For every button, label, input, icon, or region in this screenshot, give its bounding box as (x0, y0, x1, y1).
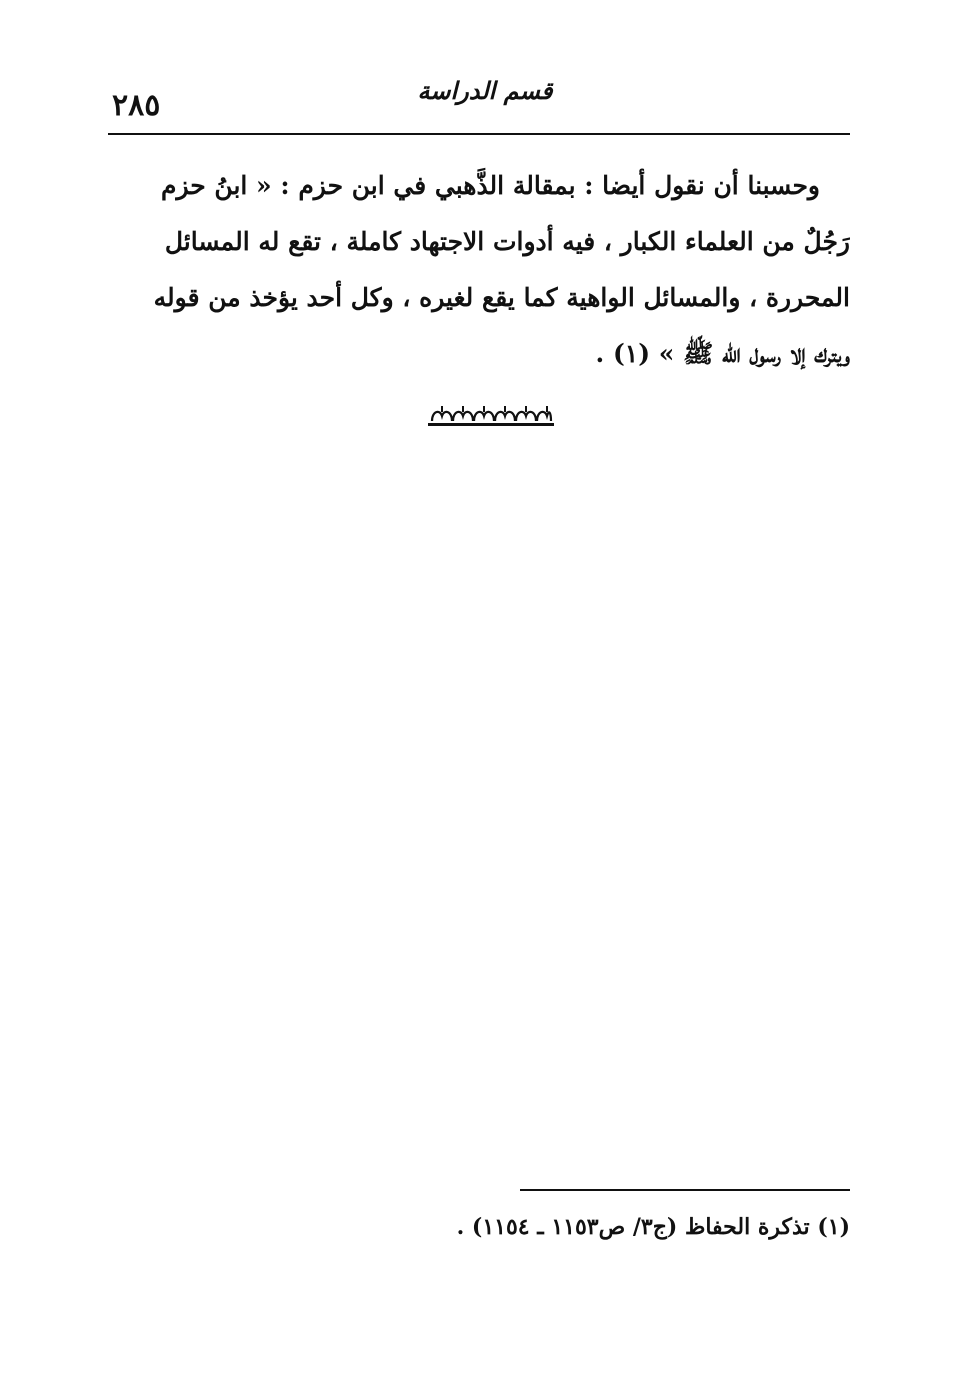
paragraph-line: وحسبنا أن نقول أيضا : بمقالة الذَّهبي في ابن حزم : « ابنُ حزم (160, 171, 820, 200)
running-header-title: قسم الدراسة (417, 76, 553, 105)
main-paragraph (108, 158, 850, 382)
section-divider-ornament (428, 403, 554, 427)
footnote: (١) تذكرة الحفاظ (ج٣/ ص١١٥٣ ـ ١١٥٤) . (456, 1214, 850, 1240)
paragraph-line: رَجُلٌ من العلماء الكبار ، فيه أدوات الاجتهاد كاملة ، تقع له المسائل (164, 227, 850, 256)
page-number: ٢٨٥ (112, 88, 161, 123)
paragraph-line: ويترك إلا رسول الله ﷺ » (١) . (595, 339, 850, 368)
paragraph-line: المحررة ، والمسائل الواهية كما يقع لغيره ، وكل أحد يؤخذ من قوله (153, 283, 850, 312)
header-rule (108, 133, 850, 135)
footnote-rule (520, 1189, 850, 1191)
